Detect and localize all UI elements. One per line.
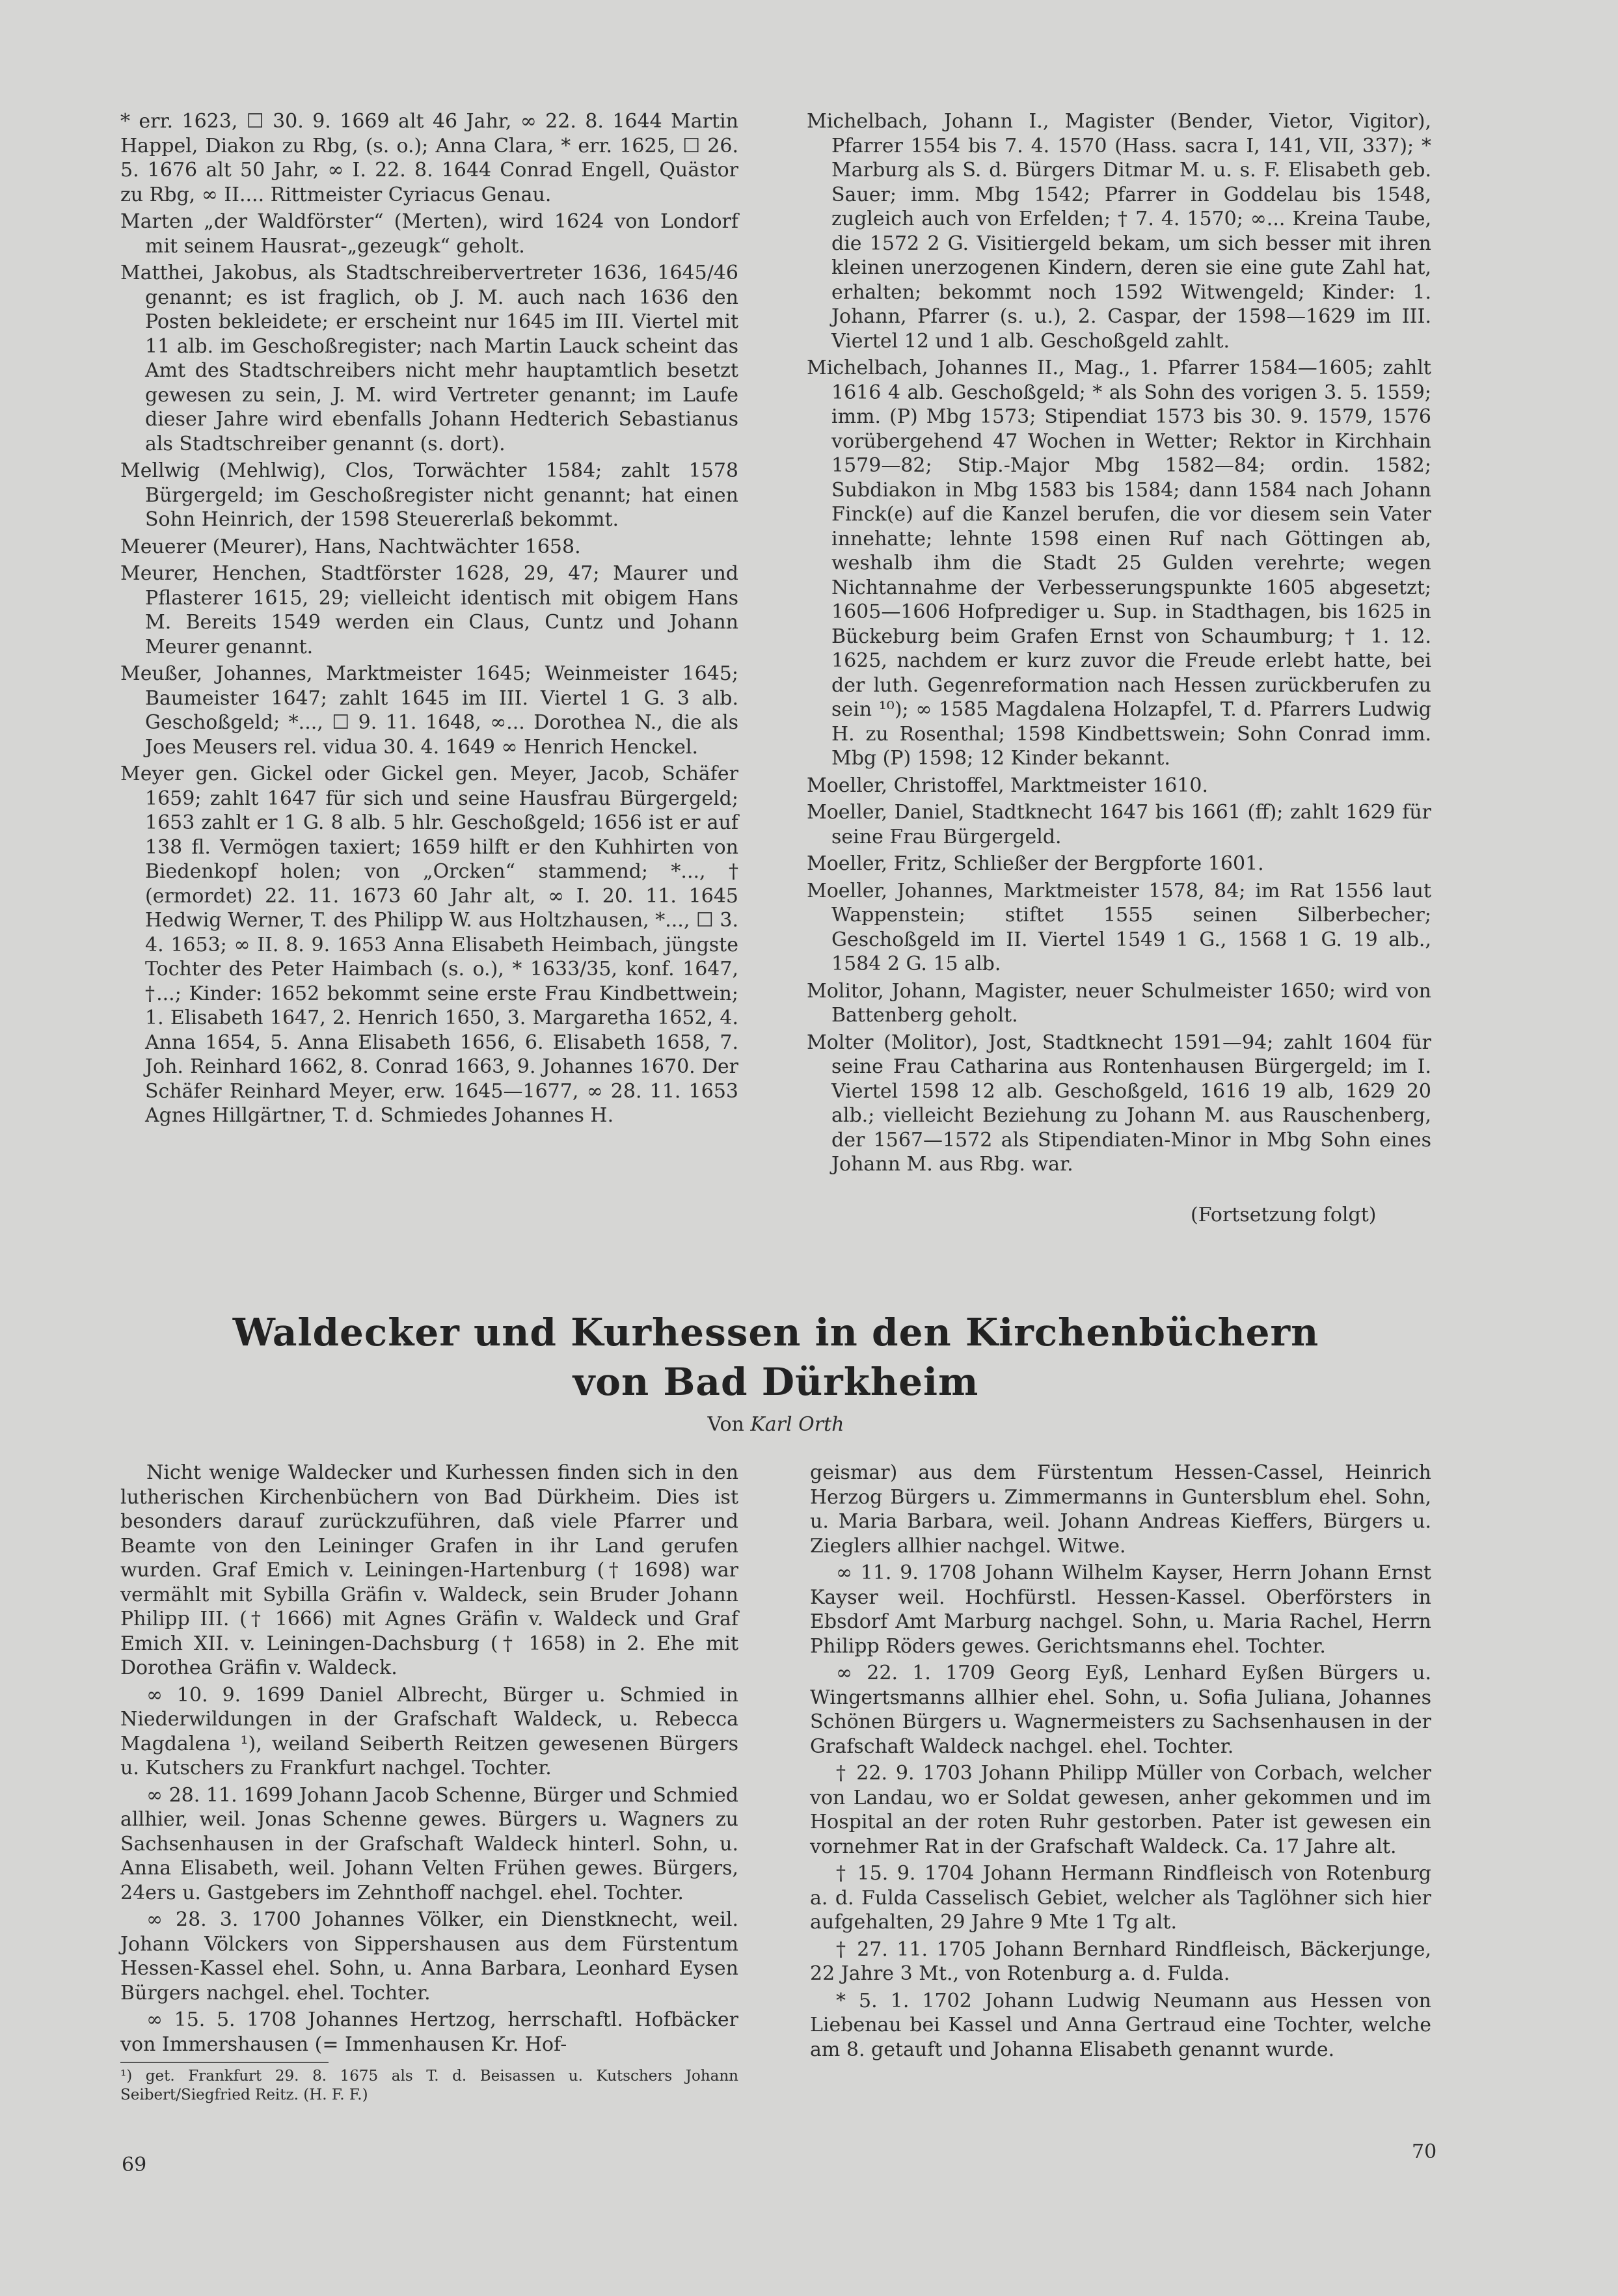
register-entry: Meurer, Henchen, Stadtförster 1628, 29, 47; Maurer und Pflasterer 1615, 29; vielleicht identisch mit obigem Hans M. Bereits 1549 werden ein Claus, Cuntz und Johann Meurer genannt. xyxy=(120,562,738,658)
register-entry: * err. 1623, ☐ 30. 9. 1669 alt 46 Jahr, ∞ 22. 8. 1644 Martin Happel, Diakon zu Rbg, (s. o.); Anna Clara, * err. 1625, ☐ 26. 5. 1676 alt 50 Jahr, ∞ I. 22. 8. 1644 Conrad Engell, Quästor zu Rbg, ∞ II.... Rittmeister Cyriacus Genau. xyxy=(120,110,738,206)
continuation-note: (Fortsetzung folgt) xyxy=(1191,1204,1377,1226)
byline xyxy=(120,1413,1431,1436)
page-number-right: 70 xyxy=(1412,2141,1437,2163)
article-paragraph: Nicht wenige Waldecker und Kurhessen finden sich in den lutherischen Kirchenbüchern von Bad Dürkheim. Dies ist besonders darauf zurückzuführen, daß viele Pfarrer und Beamte von den Leininger Grafen in ihr Land gerufen wurden. Graf Emich v. Leiningen-Hartenburg († 1698) war vermählt mit Sybilla Gräfin v. Waldeck, sein Bruder Johann Philipp III. († 1666) mit Agnes Gräfin v. Waldeck und Graf Emich XII. v. Leiningen-Dachsburg († 1658) in 2. Ehe mit Dorothea Gräfin v. Waldeck. xyxy=(120,1461,738,1679)
register-entry: Moeller, Christoffel, Marktmeister 1610. xyxy=(807,774,1208,797)
register-entry: Molter (Molitor), Jost, Stadtknecht 1591—94; zahlt 1604 für seine Frau Catharina aus Rontenhausen Bürgergeld; im I. Viertel 1598 12 alb. Geschoßgeld, 1616 19 alb, 1629 20 alb.; vielleicht Beziehung zu Johann M. aus Rauschenberg, der 1567—1572 als Stipendiaten-Minor in Mbg Sohn eines Johann M. aus Rbg. war. xyxy=(807,1031,1431,1176)
bottom-left-column xyxy=(120,1461,738,2107)
register-entry: Matthei, Jakobus, als Stadtschreibervertreter 1636, 1645/46 genannt; es ist fraglich, ob J. M. auch nach 1636 den Posten bekleidete; er erscheint nur 1645 im III. Viertel mit 11 alb. im Geschoßregister; nach Martin Lauck scheint das Amt des Stadtschreibers nicht mehr hauptamtlich besetzt gewesen zu sein, J. M. wird Vertreter genannt; im Laufe dieser Jahre wird ebenfalls Johann Hedterich Sebastianus als Stadtschreiber genannt (s. dort). xyxy=(120,262,738,455)
byline-author: Karl Orth xyxy=(750,1413,844,1436)
article-title-line: Waldecker und Kurhessen in den Kirchenbüchern xyxy=(232,1310,1319,1355)
register-entry: Moeller, Daniel, Stadtknecht 1647 bis 1661 (ff); zahlt 1629 für seine Frau Bürgergeld. xyxy=(807,801,1431,848)
article-paragraph: † 15. 9. 1704 Johann Hermann Rindfleisch von Rotenburg a. d. Fulda Casselisch Gebiet, welcher als Taglöhner sich hier aufgehalten, 29 Jahre 9 Mte 1 Tg alt. xyxy=(810,1862,1431,1934)
article-paragraph: * 5. 1. 1702 Johann Ludwig Neumann aus Hessen von Liebenau bei Kassel und Anna Gertraud eine Tochter, welche am 8. getauft und Johanna Elisabeth genannt wurde. xyxy=(810,1989,1431,2061)
page-number-left: 69 xyxy=(122,2154,147,2176)
register-entry: Molitor, Johann, Magister, neuer Schulmeister 1650; wird von Battenberg geholt. xyxy=(807,979,1431,1027)
register-entry: Meußer, Johannes, Marktmeister 1645; Weinmeister 1645; Baumeister 1647; zahlt 1645 im III. Viertel 1 G. 3 alb. Geschoßgeld; *..., ☐ 9. 11. 1648, ∞... Dorothea N., die als Joes Meusers rel. vidua 30. 4. 1649 ∞ Henrich Henckel. xyxy=(120,662,738,759)
article-title-line: von Bad Dürkheim xyxy=(573,1360,979,1404)
register-entry: Mellwig (Mehlwig), Clos, Torwächter 1584; zahlt 1578 Bürgergeld; im Geschoßregister nicht genannt; hat einen Sohn Heinrich, der 1598 Steuererlaß bekommt. xyxy=(120,459,738,531)
top-left-column xyxy=(120,109,738,1131)
bottom-right-column xyxy=(810,1461,1431,2064)
article-paragraph: ∞ 10. 9. 1699 Daniel Albrecht, Bürger u. Schmied in Niederwildungen in der Grafschaft Waldeck, u. Rebecca Magdalena ¹), weiland Seiberth Reitzen gewesenen Bürgers u. Kutschers zu Frankfurt nachgel. Tochter. xyxy=(120,1683,738,1779)
footnote-divider xyxy=(120,2062,329,2063)
register-entry: Moeller, Johannes, Marktmeister 1578, 84; im Rat 1556 laut Wappenstein; stiftet 1555 seinen Silberbecher; Geschoßgeld im II. Viertel 1549 1 G., 1568 1 G. 19 alb., 1584 2 G. 15 alb. xyxy=(807,879,1431,975)
byline-prefix: Von xyxy=(707,1413,744,1436)
register-entry: Meyer gen. Gickel oder Gickel gen. Meyer, Jacob, Schäfer 1659; zahlt 1647 für sich und seine Hausfrau Bürgergeld; 1653 zahlt er 1 G. 8 alb. 5 hlr. Geschoßgeld; 1656 ist er auf 138 fl. Vermögen taxiert; 1659 hilft er den Kuhhirten von Biedenkopf holen; von „Orcken“ stammend; *..., † (ermordet) 22. 11. 1673 60 Jahr alt, ∞ I. 20. 11. 1645 Hedwig Werner, T. des Philipp W. aus Holtzhausen, *..., ☐ 3. 4. 1653; ∞ II. 8. 9. 1653 Anna Elisabeth Heimbach, jüngste Tochter des Peter Haimbach (s. o.), * 1633/35, konf. 1647, †...; Kinder: 1652 bekommt seine erste Frau Kindbettwein; 1. Elisabeth 1647, 2. Henrich 1650, 3. Margaretha 1652, 4. Anna 1654, 5. Anna Elisabeth 1656, 6. Elisabeth 1658, 7. Joh. Reinhard 1662, 8. Conrad 1663, 9. Johannes 1670. Der Schäfer Reinhard Meyer, erw. 1645—1677, ∞ 28. 11. 1653 Agnes Hillgärtner, T. d. Schmiedes Johannes H. xyxy=(120,763,738,1127)
article-paragraph: ∞ 11. 9. 1708 Johann Wilhelm Kayser, Herrn Johann Ernst Kayser weil. Hochfürstl. Hessen-Kassel. Oberförsters in Ebsdorf Amt Marburg nachgel. Sohn, u. Maria Rachel, Herrn Philipp Röders gewes. Gerichtsmanns ehel. Tochter. xyxy=(810,1561,1431,1658)
register-entry: Marten „der Waldförster“ (Merten), wird 1624 von Londorf mit seinem Hausrat-„gezeugk“ geholt. xyxy=(120,210,738,258)
article-paragraph: † 27. 11. 1705 Johann Bernhard Rindfleisch, Bäckerjunge, 22 Jahre 3 Mt., von Rotenburg a. d. Fulda. xyxy=(810,1938,1431,1985)
article-paragraph: † 22. 9. 1703 Johann Philipp Müller von Corbach, welcher von Landau, wo er Soldat gewesen, anher gekommen und im Hospital an der roten Ruhr gestorben. Pater ist gewesen ein vornehmer Rat in der Grafschaft Waldeck. Ca. 17 Jahre alt. xyxy=(810,1762,1431,1858)
article-paragraph: ∞ 28. 3. 1700 Johannes Völker, ein Dienstknecht, weil. Johann Völckers von Sippershausen aus dem Fürstentum Hessen-Kassel ehel. Sohn, u. Anna Barbara, Leonhard Eysen Bürgers nachgel. ehel. Tochter. xyxy=(120,1908,738,2005)
article-paragraph: geismar) aus dem Fürstentum Hessen-Cassel, Heinrich Herzog Bürgers u. Zimmermanns in Guntersblum ehel. Sohn, u. Maria Barbara, weil. Johann Andreas Kieffers, Bürgers u. Zieglers allhier nachgel. Witwe. xyxy=(810,1461,1431,1558)
register-entry: Michelbach, Johann I., Magister (Bender, Vietor, Vigitor), Pfarrer 1554 bis 7. 4. 1570 (Hass. sacra I, 141, VII, 337); * Marburg als S. d. Bürgers Ditmar M. u. s. F. Elisabeth geb. Sauer; imm. Mbg 1542; Pfarrer in Goddelau bis 1548, zugleich auch von Erfelden; † 7. 4. 1570; ∞... Kreina Taube, die 1572 2 G. Visitiergeld bekam, um sich besser mit ihren kleinen unerzogenen Kindern, deren sie eine gute Zahl hat, erhalten; bekommt noch 1592 Witwengeld; Kinder: 1. Johann, Pfarrer (s. u.), 2. Caspar, der 1598—1629 im III. Viertel 12 und 1 alb. Geschoßgeld zahlt. xyxy=(807,110,1431,353)
register-entry: Moeller, Fritz, Schließer der Bergpforte 1601. xyxy=(807,852,1264,875)
register-entry: Michelbach, Johannes II., Mag., 1. Pfarrer 1584—1605; zahlt 1616 4 alb. Geschoßgeld; * als Sohn des vorigen 3. 5. 1559; imm. (P) Mbg 1573; Stipendiat 1573 bis 30. 9. 1579, 1576 vorübergehend 47 Wochen in Wetter; Rektor in Kirchhain 1579—82; Stip.-Major Mbg 1582—84; ordin. 1582; Subdiakon in Mbg 1583 bis 1584; dann 1584 nach Johann Finck(e) auf die Kanzel berufen, die vor diesem sein Vater innehatte; lehnte 1598 einen Ruf nach Göttingen ab, weshalb ihm die Stadt 25 Gulden verehrte; wegen Nichtannahme der Verbesserungspunkte 1605 abgesetzt; 1605—1606 Hofprediger u. Sup. in Stadthagen, bis 1625 in Bückeburg beim Grafen Ernst von Schaumburg; † 1. 12. 1625, nachdem er kurz zuvor die Freude erlebt hatte, bei der luth. Gegenreformation nach Hessen zurückberufen zu sein ¹⁰); ∞ 1585 Magdalena Holzapfel, T. d. Pfarrers Ludwig H. zu Rosenthal; 1598 Kindbettswein; Sohn Conrad imm. Mbg (P) 1598; 12 Kinder bekannt. xyxy=(807,357,1431,770)
top-right-column xyxy=(807,109,1431,1180)
article-paragraph: ∞ 28. 11. 1699 Johann Jacob Schenne, Bürger und Schmied allhier, weil. Jonas Schenne gewes. Bürgers u. Wagners zu Sachsenhausen in der Grafschaft Waldeck hinterl. Sohn, u. Anna Elisabeth, weil. Johann Velten Frühen gewes. Bürgers, 24ers u. Gastgebers im Zehnthoff nachgel. ehel. Tochter. xyxy=(120,1783,738,1904)
article-paragraph: ∞ 15. 5. 1708 Johannes Hertzog, herrschaftl. Hofbäcker von Immershausen (= Immenhausen Kr. Hof- xyxy=(120,2008,738,2056)
register-entry: Meuerer (Meurer), Hans, Nachtwächter 1658. xyxy=(120,535,581,558)
article-paragraph: ∞ 22. 1. 1709 Georg Eyß, Lenhard Eyßen Bürgers u. Wingertsmanns allhier ehel. Sohn, u. Sofia Juliana, Johannes Schönen Bürgers u. Wagnermeisters zu Sachsenhausen in der Grafschaft Waldeck nachgel. ehel. Tochter. xyxy=(810,1662,1431,1758)
article-title xyxy=(120,1308,1431,1407)
footnote: ¹) get. Frankfurt 29. 8. 1675 als T. d. Beisassen u. Kutschers Johann Seibert/Siegfried Reitz. (H. F. F.) xyxy=(120,2068,738,2103)
